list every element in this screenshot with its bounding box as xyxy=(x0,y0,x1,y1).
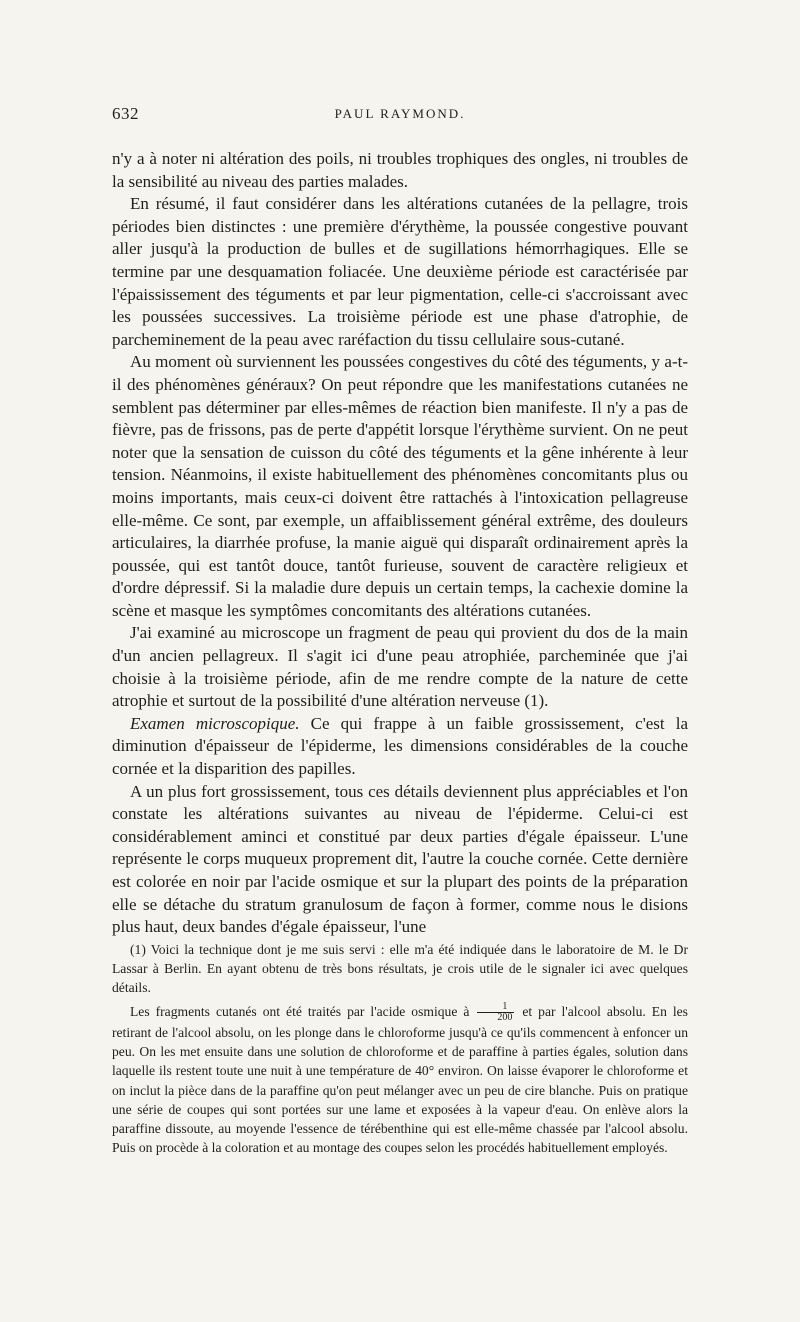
section-lead: Examen microscopique. xyxy=(130,713,300,733)
page-header xyxy=(112,104,688,126)
paragraph-general-phenomena: Au moment où surviennent les poussées congestives du côté des téguments, y a-t-il des phénomènes généraux? On peut répondre que les manifestations cutanées ne semblent pas déterminer par elles-mêmes de réaction bien manifeste. Il n'y a pas de fièvre, pas de frissons, pas de perte d'appétit lorsque l'érythème survient. On ne peut noter que la sensation de cuisson du côté des téguments et la gêne inhérente à leur tension. Néanmoins, il existe habituellement des phénomènes concomitants plus ou moins importants, mais ceux-ci doivent être rattachés à l'intoxication pellagreuse elle-même. Ce sont, par exemple, un affaiblissement général extrême, des douleurs articulaires, la diarrhée profuse, la manie aiguë qui disparaît ordinairement après la poussée, qui est tantôt douce, tantôt furieuse, souvent de caractère religieux et d'ordre dépressif. Si la maladie dure depuis un certain temps, la cachexie domine la scène et masque les symptômes concomitants des altérations cutanées. xyxy=(112,352,688,620)
fraction-numerator: 1 xyxy=(477,1002,514,1013)
paragraph-microscopic-exam xyxy=(112,713,688,781)
body-text xyxy=(112,148,688,939)
paragraph-higher-magnification: A un plus fort grossissement, tous ces détails deviennent plus appréciables et l'on constate les altérations suivantes au niveau de l'épiderme. Celui-ci est considérablement aminci et constitué par deux parties d'égale épaisseur. L'une représente le corps muqueux proprement dit, l'autre la couche cornée. Cette dernière est colorée en noir par l'acide osmique et sur la plupart des points de la préparation elle se détache du stratum granulosum de façon à former, comme nous le disions plus haut, deux bandes d'égale épaisseur, l'une xyxy=(112,781,688,937)
page-number: 632 xyxy=(112,104,139,123)
paragraph-microscopic-exam-text: Ce qui frappe à un faible grossissement, c'est la diminution d'épaisseur de l'épiderme, les dimensions considérables de la couche cornée et la disparition des papilles. xyxy=(112,713,688,779)
footnote-1: (1) Voici la technique dont je me suis servi : elle m'a été indiquée dans le laboratoire de M. le Dr Lassar à Berlin. En ayant obtenu de très bons résultats, je crois utile de le signaler ici avec quelques détails. xyxy=(112,942,688,996)
fraction xyxy=(477,1002,514,1023)
paragraph-microscope: J'ai examiné au microscope un fragment de peau qui provient du dos de la main d'un ancien pellagreux. Il s'agit ici d'une peau atrophiée, parcheminée que j'ai choisie à la troisième période, afin de me rendre compte de la nature de cette atrophie et surtout de la possibilité d'une altération nerveuse (1). xyxy=(112,623,688,711)
footnotes xyxy=(112,940,688,1157)
fraction-denominator: 200 xyxy=(497,1011,513,1023)
footnote-technique xyxy=(112,1002,688,1158)
footnote-technique-part-a: Les fragments cutanés ont été traités par l'acide osmique à xyxy=(130,1003,470,1019)
paragraph-summary: En résumé, il faut considérer dans les altérations cutanées de la pellagre, trois périodes bien distinctes : une première d'érythème, la poussée congestive pouvant aller jusqu'à la production de bulles et de sugillations hémorrhagiques. Elle se termine par une desquamation foliacée. Une deuxième période est caractérisée par l'épaississement des téguments et par leur pigmentation, celle-ci s'accroissant avec les poussées successives. La troisième période est une phase d'atrophie, de parcheminement de la peau avec raréfaction du tissu cellulaire sous-cutané. xyxy=(112,194,688,349)
running-head: PAUL RAYMOND. xyxy=(334,106,466,121)
paragraph-continued: n'y a à noter ni altération des poils, ni troubles trophiques des ongles, ni troubles de la sensibilité au niveau des parties malades. xyxy=(112,149,688,191)
footnote-technique-part-b: et par l'alcool absolu. En les retirant de l'alcool absolu, on les plonge dans le chloroforme jusqu'à ce qu'ils commencent à enfoncer un peu. On les met ensuite dans une solution de chloroforme et de paraffine à parties égales, solution dans laquelle ils restent toute une nuit à une température de 40° environ. On laisse évaporer le chloroforme et on inclut la pièce dans de la paraffine qu'on peut mélanger avec un peu de cire blanche. Puis on pratique une série de coupes qui sont portées sur une lame et exposées à la vapeur d'eau. On enlève alors la paraffine dissoute, au moyende l'essence de térébenthine qui est elle-même chassée par l'alcool absolu. Puis on procède à la coloration et au montage des coupes selon les procédés habituellement employés. xyxy=(112,1003,688,1156)
